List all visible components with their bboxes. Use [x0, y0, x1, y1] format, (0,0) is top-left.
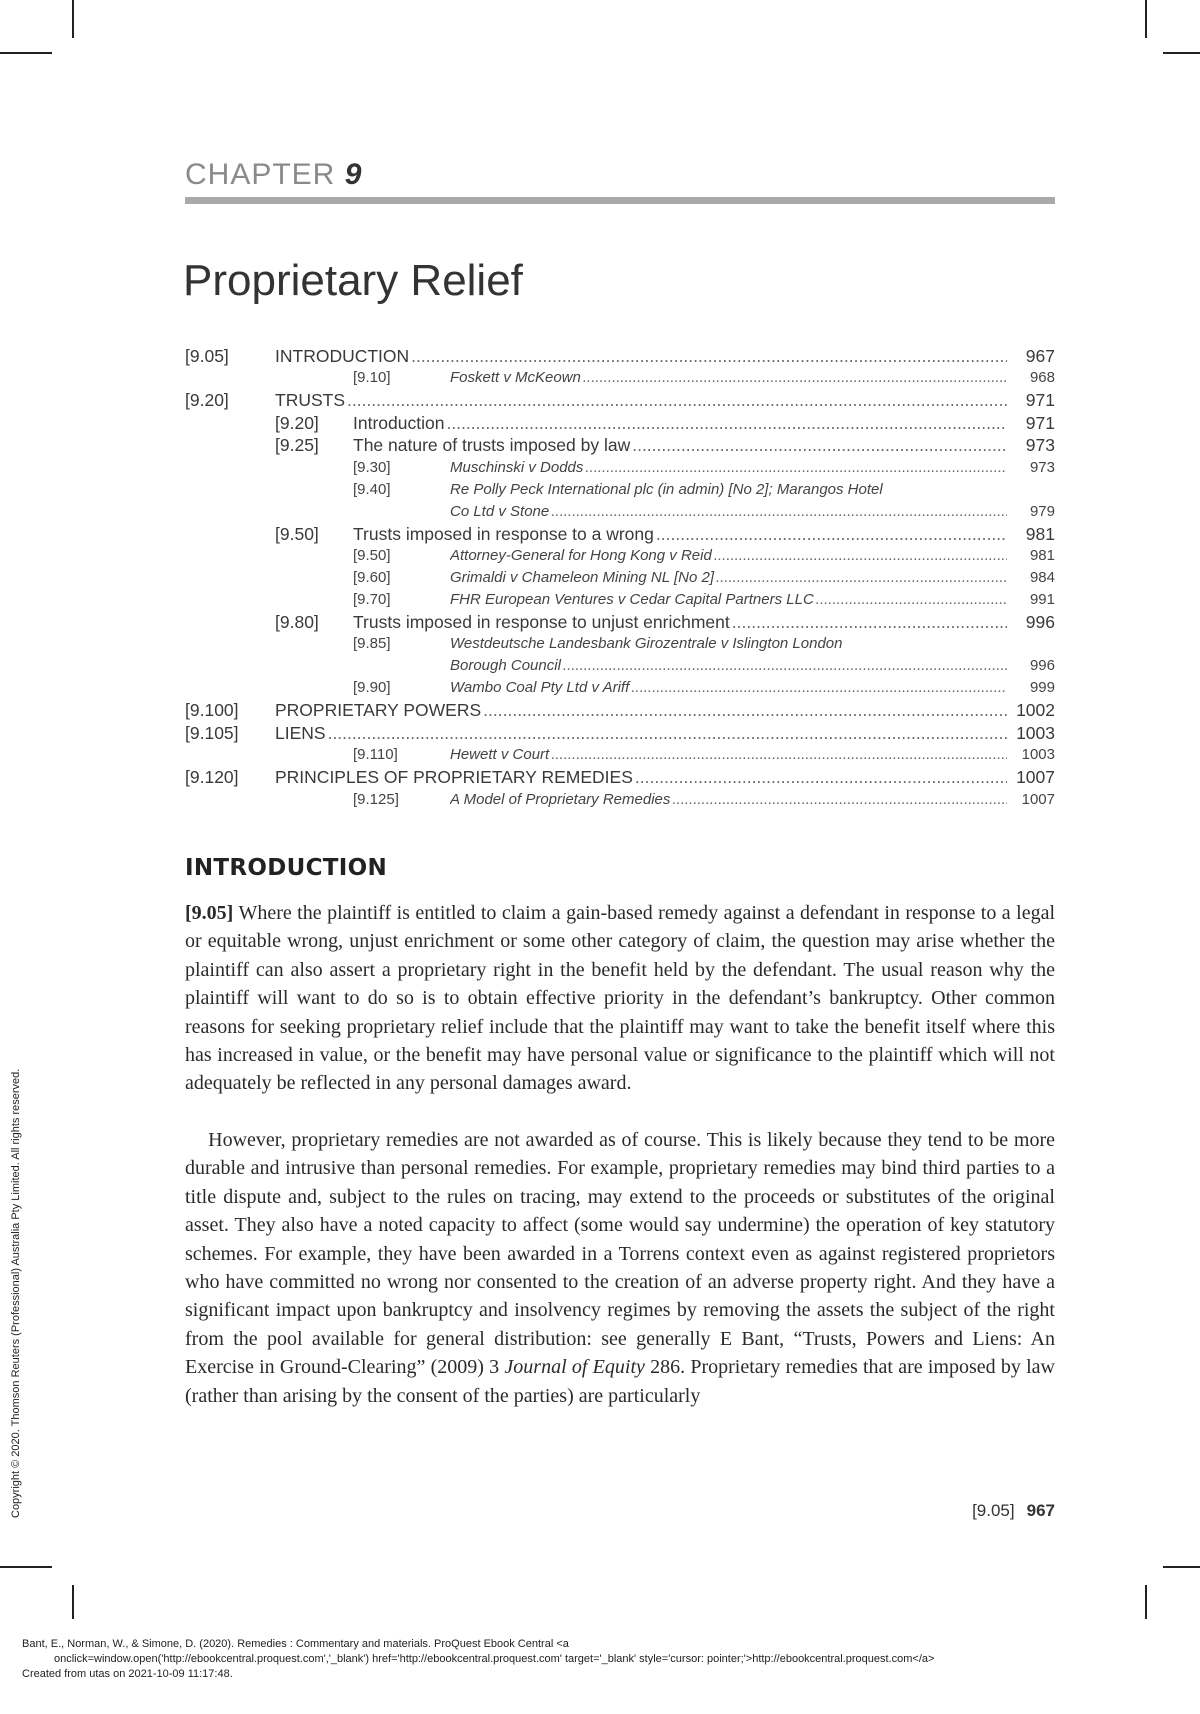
toc-entry[interactable]: [185, 677, 1055, 699]
toc-entry-number: [9.110]: [353, 746, 398, 764]
toc-entry-page: 979: [1029, 502, 1055, 520]
toc-entry-number: [9.20]: [275, 412, 319, 433]
toc-entry[interactable]: [185, 345, 1055, 367]
toc-entry[interactable]: [185, 611, 1055, 633]
toc-entry-number: [9.25]: [275, 435, 319, 456]
toc-entry-number: [9.10]: [353, 369, 391, 387]
toc-entry-label: Westdeutsche Landesbank Girozentrale v Islington London: [450, 635, 843, 653]
toc-entry-label: LIENS: [275, 722, 326, 743]
table-of-contents: [185, 345, 1055, 811]
toc-entry[interactable]: [185, 699, 1055, 721]
chapter-label: [185, 158, 362, 192]
paragraph-ref: [9.05]: [185, 902, 234, 924]
toc-entry-number: [9.30]: [353, 458, 391, 476]
toc-entry-page: 971: [1025, 412, 1055, 433]
toc-leader-dots: [347, 389, 1007, 411]
toc-leader-dots: [551, 744, 1007, 766]
toc-entry-page: 968: [1029, 369, 1055, 387]
toc-entry-number: [9.100]: [185, 700, 239, 721]
toc-entry-page: 1002: [1016, 700, 1055, 721]
toc-entry-number: [9.60]: [353, 568, 391, 586]
toc-entry-label: Re Polly Peck International plc (in admin) [No 2]; Marangos Hotel: [450, 480, 883, 498]
section-heading: INTRODUCTION: [185, 855, 388, 881]
toc-leader-dots: [631, 677, 1007, 699]
toc-entry-label: Muschinski v Dodds: [450, 458, 584, 476]
toc-entry[interactable]: [185, 589, 1055, 611]
toc-entry-number: [9.85]: [353, 635, 391, 653]
toc-leader-dots: [632, 434, 1007, 456]
toc-entry-label: PRINCIPLES OF PROPRIETARY REMEDIES: [275, 767, 633, 788]
toc-entry-number: [9.50]: [275, 523, 319, 544]
toc-entry[interactable]: [185, 457, 1055, 479]
toc-leader-dots: [635, 766, 1007, 788]
toc-entry-number: [9.125]: [353, 790, 399, 808]
toc-entry-label: Introduction: [353, 412, 445, 433]
toc-entry-label: Attorney-General for Hong Kong v Reid: [450, 546, 712, 564]
toc-entry-label: Grimaldi v Chameleon Mining NL [No 2]: [450, 568, 715, 586]
toc-entry-page: 991: [1029, 590, 1055, 608]
toc-entry-number: [9.70]: [353, 590, 391, 608]
footer-ref: [9.05]: [972, 1501, 1015, 1520]
toc-entry-label: Trusts imposed in response to unjust enrichment: [353, 611, 730, 632]
toc-entry-label: PROPRIETARY POWERS: [275, 700, 482, 721]
toc-entry[interactable]: [185, 545, 1055, 567]
side-copyright-note: Copyright © 2020. Thomson Reuters (Professional) Australia Pty Limited. All rights reserved.: [10, 1068, 22, 1518]
toc-entry[interactable]: [185, 655, 1055, 677]
crop-mark-top-left-h: [0, 52, 52, 54]
toc-leader-dots: [732, 611, 1007, 633]
toc-entry-number: [9.50]: [353, 546, 391, 564]
toc-leader-dots: [716, 567, 1007, 589]
crop-mark-top-right-v: [1145, 0, 1147, 38]
toc-entry[interactable]: [185, 789, 1055, 811]
citation-line-3: Created from utas on 2021-10-09 11:17:48.: [22, 1668, 233, 1680]
toc-entry[interactable]: [185, 367, 1055, 389]
paragraph-2: [185, 1126, 1055, 1410]
toc-entry-label: FHR European Ventures v Cedar Capital Partners LLC: [450, 590, 814, 608]
toc-entry-page: 1007: [1021, 790, 1055, 808]
toc-entry-page: 981: [1029, 546, 1055, 564]
toc-entry-page: 1003: [1016, 722, 1055, 743]
crop-mark-bottom-left-h: [0, 1566, 52, 1568]
chapter-title: Proprietary Relief: [183, 256, 523, 305]
crop-mark-top-left-v: [72, 0, 74, 38]
paragraph-2-text-a: However, proprietary remedies are not awarded as of course. This is likely because they tend to be more durable and intrusive than personal remedies. For example, proprietary remedies may bind third parties to a title dispute and, subject to the rules on tracing, may extend to the proceeds or substitutes of the original asset. They also have a noted capacity to affect (some would say undermine) the operation of key statutory schemes. For example, they have been awarded in a Torrens context even as against registered proprietors who have committed no wrong nor consented to the creation of an adverse property right. And they have a significant impact upon bankruptcy and insolvency regimes by removing the assets the subject of the right from the pool available for general distribution: see generally E Bant, “Trusts, Powers and Liens: An Exercise in Ground-Clearing” (2009) 3: [185, 1129, 1055, 1379]
toc-entry[interactable]: [185, 744, 1055, 766]
toc-leader-dots: [328, 722, 1007, 744]
crop-mark-bottom-left-v: [72, 1585, 74, 1619]
crop-mark-top-right-h: [1163, 52, 1200, 54]
crop-mark-bottom-right-h: [1163, 1566, 1200, 1568]
toc-entry-label: Trusts imposed in response to a wrong: [353, 523, 654, 544]
toc-leader-dots: [583, 367, 1007, 389]
toc-leader-dots: [483, 699, 1007, 721]
toc-entry-label: INTRODUCTION: [275, 346, 410, 366]
toc-entry-label: Wambo Coal Pty Ltd v Ariff: [450, 679, 630, 697]
toc-leader-dots: [551, 501, 1007, 523]
citation-line-2: onclick=window.open('http://ebookcentral.proquest.com','_blank') href='http://ebookcentral.proquest.com' target='_blank' style='cursor: pointer;'>http://ebookcentral.proquest.com</a>: [54, 1653, 935, 1665]
page-footer: [972, 1501, 1055, 1521]
toc-entry[interactable]: [185, 501, 1055, 523]
toc-entry-page: 996: [1029, 657, 1055, 675]
toc-entry-number: [9.105]: [185, 722, 239, 743]
chapter-rule: [185, 197, 1055, 204]
toc-entry-number: [9.40]: [353, 480, 391, 498]
chapter-number: 9: [344, 158, 363, 191]
toc-entry-number: [9.80]: [275, 611, 319, 632]
toc-leader-dots: [411, 345, 1007, 367]
toc-entry-number: [9.05]: [185, 346, 229, 366]
toc-leader-dots: [446, 412, 1007, 434]
toc-leader-dots: [714, 545, 1007, 567]
toc-leader-dots: [816, 589, 1007, 611]
toc-entry[interactable]: [185, 412, 1055, 434]
toc-leader-dots: [563, 655, 1007, 677]
paragraph-1: [185, 899, 1055, 1098]
toc-leader-dots: [585, 457, 1007, 479]
toc-entry-label: The nature of trusts imposed by law: [353, 435, 631, 456]
toc-entry[interactable]: [185, 722, 1055, 744]
toc-entry-number: [9.120]: [185, 767, 239, 788]
toc-entry-page: 973: [1025, 435, 1055, 456]
toc-entry[interactable]: [185, 389, 1055, 411]
journal-title: Journal of Equity: [504, 1356, 645, 1379]
toc-leader-dots: [656, 523, 1007, 545]
citation-line-1: Bant, E., Norman, W., & Simone, D. (2020). Remedies : Commentary and materials. ProQuest Ebook Central <a: [22, 1638, 569, 1650]
crop-mark-bottom-right-v: [1145, 1585, 1147, 1619]
toc-entry-page: 981: [1025, 523, 1055, 544]
toc-entry-label: A Model of Proprietary Remedies: [450, 790, 671, 808]
toc-entry-number: [9.20]: [185, 390, 229, 411]
toc-leader-dots: [672, 789, 1007, 811]
toc-entry[interactable]: [185, 766, 1055, 788]
paragraph-1-text: Where the plaintiff is entitled to claim a gain-based remedy against a defendant in response to a legal or equitable wrong, unjust enrichment or some other category of claim, the question may arise whether the plaintiff can also assert a proprietary right in the benefit held by the defendant. The usual reason why the plaintiff will want to do so is to obtain effective priority in the defendant’s bankruptcy. Other common reasons for seeking proprietary relief include that the plaintiff may want to take the benefit itself where this has increased in value, or the benefit may have personal value or significance to the plaintiff which will not adequately be reflected in any personal damages award.: [185, 902, 1056, 1095]
chapter-prefix: CHAPTER: [185, 158, 336, 191]
toc-entry-page: 971: [1025, 390, 1055, 411]
toc-entry-page: 967: [1025, 346, 1055, 366]
toc-entry-label: Co Ltd v Stone: [450, 502, 550, 520]
toc-entry-page: 1007: [1016, 767, 1055, 788]
toc-entry[interactable]: [185, 479, 1055, 501]
toc-entry-label: Foskett v McKeown: [450, 369, 581, 387]
toc-entry-page: 996: [1025, 611, 1055, 632]
page-number: 967: [1026, 1501, 1055, 1520]
toc-entry-page: 999: [1029, 679, 1055, 697]
paragraph-2-text-b: 286. Proprietary remedies that are imposed by law (rather than arising by the consent of the parties) are particularly: [185, 1356, 1056, 1407]
toc-entry-label: Hewett v Court: [450, 746, 550, 764]
toc-entry-page: 1003: [1021, 746, 1055, 764]
toc-entry[interactable]: [185, 633, 1055, 655]
toc-entry[interactable]: [185, 434, 1055, 456]
toc-entry-number: [9.90]: [353, 679, 391, 697]
citation-block: [22, 1637, 1192, 1682]
toc-entry-label: TRUSTS: [275, 390, 345, 411]
toc-entry-page: 984: [1029, 568, 1055, 586]
toc-entry-page: 973: [1029, 458, 1055, 476]
toc-entry[interactable]: [185, 523, 1055, 545]
toc-entry-label: Borough Council: [450, 657, 561, 675]
toc-entry[interactable]: [185, 567, 1055, 589]
